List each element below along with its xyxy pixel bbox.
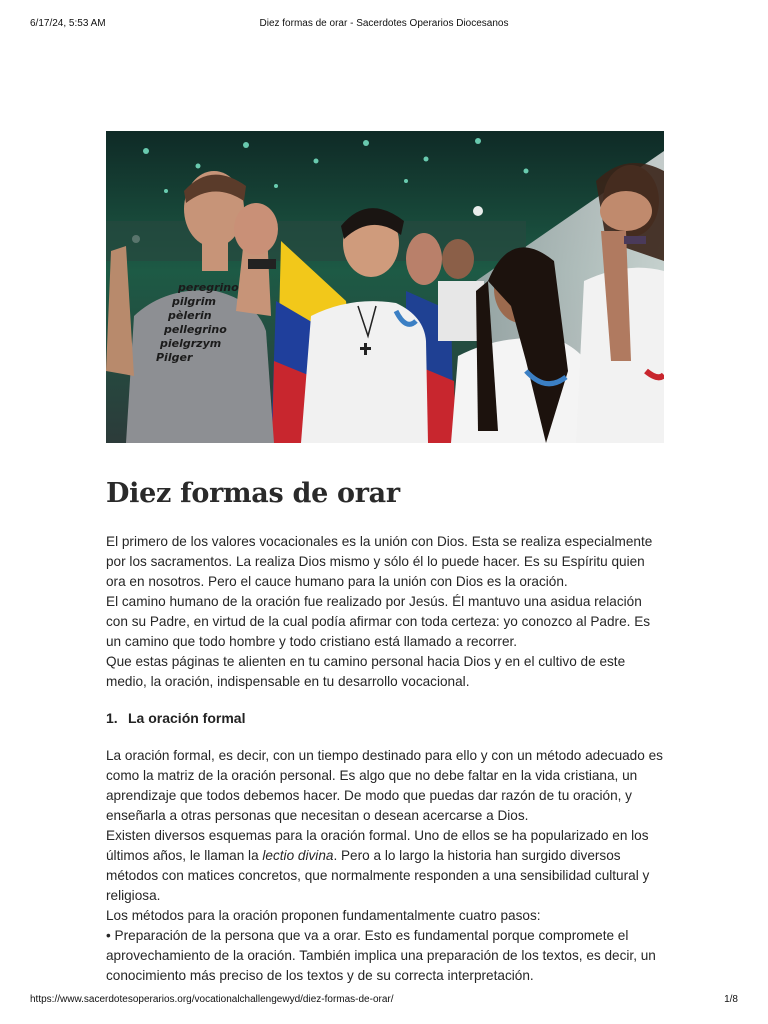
section-paragraph [106, 826, 666, 906]
section-1-body [106, 746, 666, 986]
shirt-line: pielgrzym [160, 337, 222, 350]
print-datetime: 6/17/24, 5:53 AM [30, 18, 106, 29]
section-heading-text: La oración formal [128, 710, 246, 726]
page-url: https://www.sacerdotesoperarios.org/vocationalchallengewyd/diez-formas-de-orar/ [30, 994, 394, 1005]
print-page-title: Diez formas de orar - Sacerdotes Operarios Diocesanos [259, 18, 509, 29]
shirt-line: peregrino [178, 281, 239, 294]
section-paragraph: Los métodos para la oración proponen fundamentalmente cuatro pasos: [106, 908, 541, 923]
section-paragraph: La oración formal, es decir, con un tiempo destinado para ello y con un método adecuado es como la matriz de la oración personal. Es algo que no debe faltar en la vida cristiana, un aprendizaje que todos debemos hacer. De modo que puedas dar razón de tu oración, y enseñarla a otras personas que necesitan o desean acercarse a Dios. [106, 748, 663, 823]
section-heading-oracion-formal [106, 710, 666, 726]
section-number: 1. [106, 710, 118, 726]
intro-paragraph: El camino humano de la oración fue realizado por Jesús. Él mantuvo una asidua relación con su Padre, en virtud de la cual podía afirmar con toda certeza: yo conozco al Padre. Es un camino que todo hombre y todo cristiano está llamado a recorrer. [106, 594, 651, 649]
intro-paragraph: El primero de los valores vocacionales es la unión con Dios. Esta se realiza especialmente por los sacramentos. La realiza Dios mismo y sólo él lo puede hacer. Es su Espíritu quien ora en nosotros. Pero el cauce humano para la unión con Dios es la oración. [106, 534, 653, 589]
print-header [30, 18, 738, 32]
shirt-line: pellegrino [164, 323, 227, 336]
shirt-line: pèlerin [168, 309, 212, 322]
shirt-line: pilgrim [172, 295, 216, 308]
section-text: . Pero a lo largo la historia han surgido diversos métodos con matices concretos, que normalmente responden a una sensibilidad cultural y religiosa. [106, 848, 650, 903]
lectio-divina-term: lectio divina [262, 848, 334, 863]
print-footer [30, 994, 738, 1008]
hero-image [106, 131, 664, 443]
hero-photo-illustration [106, 131, 664, 443]
article-intro [106, 532, 666, 692]
article-title: Diez formas de orar [106, 478, 400, 509]
shirt-line: Pilger [156, 351, 193, 364]
page-number: 1/8 [724, 994, 738, 1005]
bullet-item: • Preparación de la persona que va a orar. Esto es fundamental porque compromete el aprovechamiento de la oración. También implica una preparación de los textos, es decir, un conocimiento más preciso de los textos y de su correcta interpretación. [106, 928, 656, 983]
section-text: Existen diversos esquemas para la oración formal. Uno de ellos se ha popularizado en los últimos años, le llaman la [106, 828, 649, 863]
intro-paragraph: Que estas páginas te alienten en tu camino personal hacia Dios y en el cultivo de este medio, la oración, indispensable en tu desarrollo vocacional. [106, 654, 626, 689]
